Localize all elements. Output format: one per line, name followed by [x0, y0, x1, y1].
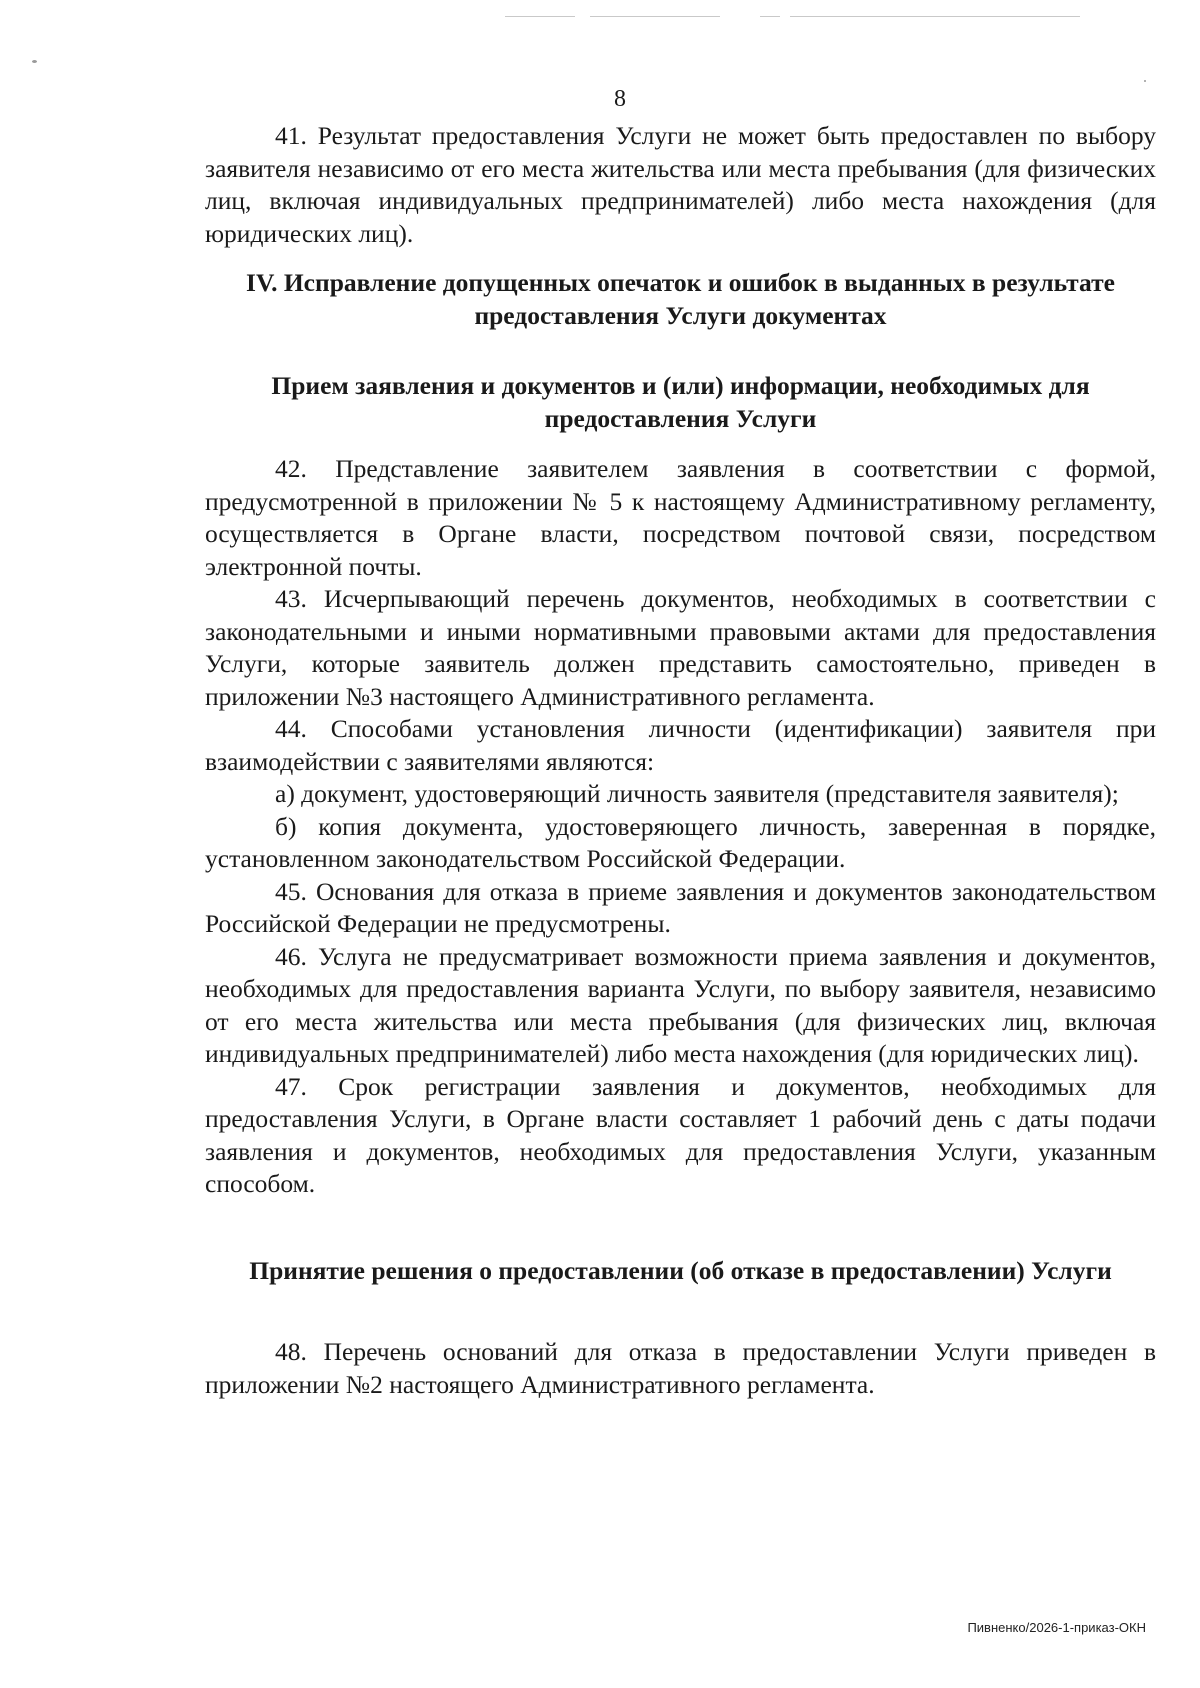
list-item-b: б) копия документа, удостоверяющего личность, заверенная в порядке, установленном законодательством Российской Федерации. — [205, 811, 1156, 873]
paragraph-47: 47. Срок регистрации заявления и документов, необходимых для предоставления Услуги, в Органе власти составляет 1 рабочий день с даты подачи заявления и документов, необходимых для предоставления Услуги, указанным способом. — [205, 1071, 1156, 1198]
list-item-a: а) документ, удостоверяющий личность заявителя (представителя заявителя); — [275, 779, 1119, 808]
scan-speck — [32, 60, 37, 63]
document-code-footer: Пивненко/2026-1-приказ-ОКН — [967, 1620, 1146, 1635]
scan-artifact — [590, 16, 720, 17]
paragraph-41-block — [205, 120, 1156, 250]
paragraph-41: 41. Результат предоставления Услуги не может быть предоставлен по выбору заявителя независимо от его места жительства или места пребывания (для физических лиц, включая индивидуальных предпринимателей) либо места нахождения (для юридических лиц). — [205, 121, 1156, 248]
scan-artifact — [760, 16, 780, 17]
reception-items — [205, 453, 1156, 1201]
paragraph-48-block — [205, 1336, 1156, 1401]
paragraph-43: 43. Исчерпывающий перечень документов, необходимых в соответствии с законодательными и иными нормативными правовыми актами для предоставления Услуги, которые заявитель должен представить самостоятельно, приведен в приложении №3 настоящего Административного регламента. — [205, 584, 1156, 711]
subheading-reception: Прием заявления и документов и (или) информации, необходимых для предоставления Услуги — [271, 371, 1090, 433]
paragraph-45: 45. Основания для отказа в приеме заявления и документов законодательством Российской Федерации не предусмотрены. — [205, 876, 1156, 938]
scan-speck — [1144, 80, 1146, 82]
page-number: 8 — [614, 86, 626, 112]
paragraph-46: 46. Услуга не предусматривает возможности приема заявления и документов, необходимых для предоставления варианта Услуги, по выбору заявителя, независимо от его места жительства или места пребывания (для физических лиц, включая индивидуальных предпринимателей) либо места нахождения (для юридических лиц). — [205, 941, 1156, 1068]
scan-artifact — [790, 16, 1080, 17]
paragraph-44: 44. Способами установления личности (идентификации) заявителя при взаимодействии с заявителями являются: — [205, 714, 1156, 776]
paragraph-42: 42. Представление заявителем заявления в соответствии с формой, предусмотренной в приложении № 5 к настоящему Административному регламенту, осуществляется в Органе власти, посредством почтовой связи, посредством электронной почты. — [205, 454, 1156, 581]
paragraph-48: 48. Перечень оснований для отказа в предоставлении Услуги приведен в приложении №2 настоящего Административного регламента. — [205, 1337, 1156, 1399]
section-heading: IV. Исправление допущенных опечаток и ошибок в выданных в результате предоставления Услуги документах — [246, 268, 1115, 330]
subheading-decision: Принятие решения о предоставлении (об отказе в предоставлении) Услуги — [249, 1256, 1112, 1285]
scan-artifact — [505, 16, 575, 17]
